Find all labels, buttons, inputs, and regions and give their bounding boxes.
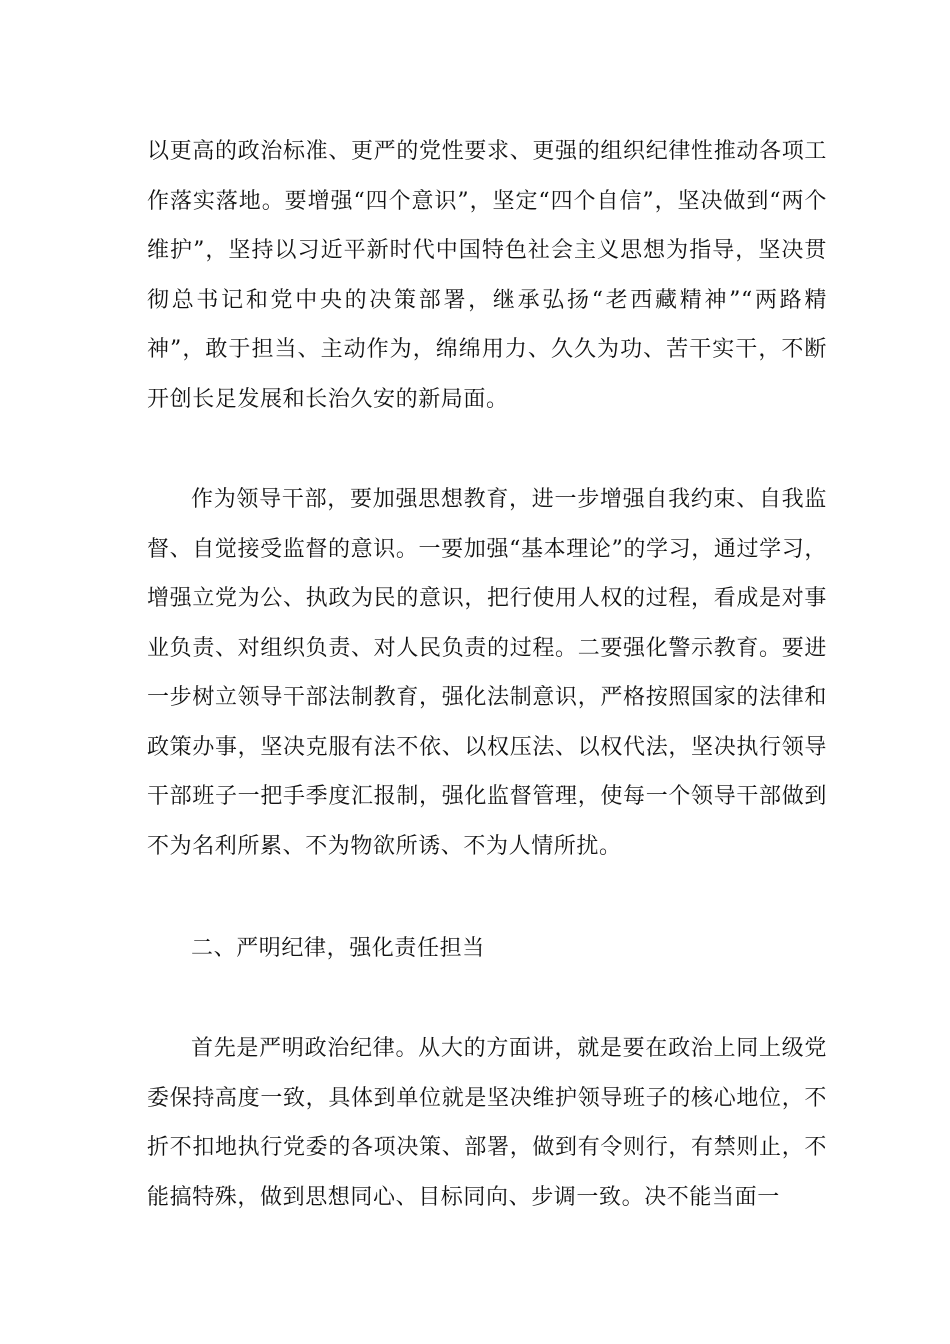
section-heading: 二、严明纪律，强化责任担当 bbox=[191, 936, 485, 961]
paragraph-political-discipline: 首先是严明政治纪律。从大的方面讲，就是要在政治上同上级党委保持高度一致，具体到单位就是坚决维护领导班子的核心地位，不折不扣地执行党委的各项决策、部署，做到有令则行，有禁则止，不能搞特殊，做到思想同心、目标同向、步调一致。决不能当面一 bbox=[147, 1036, 827, 1210]
paragraph-leader-education: 作为领导干部，要加强思想教育，进一步增强自我约束、自我监督、自觉接受监督的意识。一要加强“基本理论”的学习，通过学习，增强立党为公、执政为民的意识，把行使用人权的过程，看成是对事业负责、对组织负责、对人民负责的过程。二要强化警示教育。要进一步树立领导干部法制教育，强化法制意识，严格按照国家的法律和政策办事，坚决克服有法不依、以权压法、以权代法，坚决执行领导干部班子一把手季度汇报制，强化监督管理，使每一个领导干部做到不为名利所累、不为物欲所诱、不为人情所扰。 bbox=[147, 487, 827, 859]
paragraph-political-standards: 以更高的政治标准、更严的党性要求、更强的组织纪律性推动各项工作落实落地。要增强“四个意识”，坚定“四个自信”，坚决做到“两个维护”，坚持以习近平新时代中国特色社会主义思想为指导，坚决贯彻总书记和党中央的决策部署，继承弘扬“老西藏精神”“两路精神”，敢于担当、主动作为，绵绵用力、久久为功、苦干实干，不断开创长足发展和长治久安的新局面。 bbox=[147, 139, 827, 412]
